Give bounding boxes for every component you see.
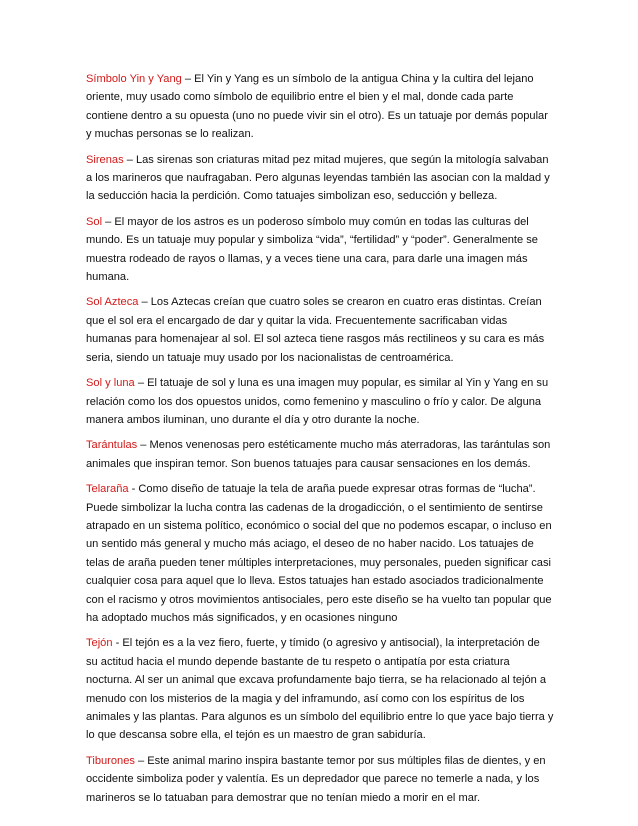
entry-separator: – [181,73,195,85]
entry-term: Tarántulas [86,439,138,452]
entry-text: El mayor de los astros es un poderoso símbolo muy común en todas las culturas del mundo. Es un tatuaje muy popular y simboliza “vida”, “fertilidad” y “poder”. Generalmente se muestra rodeado de rayos o llamas, y a veces tiene una cara, para darle una imagen más humana. [86,215,538,284]
entry-tejon [86,634,554,744]
entry-text: Como diseño de tatuaje la tela de araña puede expresar otras formas de “lucha”. Puede simbolizar la lucha contra las cadenas de la drogadicción, o el sentimiento de sentirse atrapado en un sistema político, económico o social del que no podemos escapar, o incluso en un sentido más general y mucho más aciago, el deseo de no haber nacido. Los tatuajes de telas de araña pueden tener múltiples interpretaciones, muy personales, pueden significar casi cualquier cosa para aquel que lo lleva. Estos tatuajes han estado asociados tradicionalmente con el racismo y otros movimientos antisociales, pero este diseño se ha vuelto tan popular que ha adoptado muchos más significados, y en ocasiones ninguno [86,483,552,624]
entry-separator: – [134,754,148,767]
entry-tiburones [86,752,554,807]
entry-term: Tiburones [86,754,135,767]
entry-sol-y-luna [86,374,554,429]
entry-text: El tatuaje de sol y luna es una imagen muy popular, es similar al Yin y Yang en su relación como los dos opuestos unidos, como femenino y masculino o frío y calor. De alguna manera ambos iluminan, uno durante el día y otro durante la noche. [86,377,549,426]
entry-telarana [86,480,554,627]
entry-sirenas [86,151,554,206]
entry-separator: - [128,483,139,496]
entry-text: Las sirenas son criaturas mitad pez mitad mujeres, que según la mitología salvaban a los marineros que naufragaban. Pero algunas leyendas también las asocian con la maldad y la seducción hacia la perdición. Como tatuajes simbolizan eso, seducción y belleza. [86,153,550,203]
entry-yin-yang [86,70,554,144]
entry-separator: - [112,637,123,650]
entry-separator: – [102,215,115,228]
entry-separator: – [138,296,151,309]
entry-text: Los Aztecas creían que cuatro soles se crearon en cuatro eras distintas. Creían que el sol era el encargado de dar y quitar la vida. Frecuentemente sacrificaban vidas humanas para homenajear al sol. El sol azteca tiene rasgos más rectilineos y su cara es más seria, siendo un tatuaje muy usado por los nacionalistas de centroamérica. [86,296,545,364]
entry-sol [86,213,554,287]
entry-text: Menos venenosas pero estéticamente mucho más aterradoras, las tarántulas son animales que inspiran temor. Son buenos tatuajes para causar sensaciones en los demás. [86,439,551,470]
entry-text: El tejón es a la vez fiero, fuerte, y tímido (o agresivo y antisocial), la interpretación de su actitud hacia el mundo depende bastante de tu respeto o antipatía por esta criatura nocturna. Al ser un animal que excava profundamente bajo tierra, se ha relacionado al tejón a menudo con los misterios de la magia y del inframundo, así como con los espíritus de los animales y las plantas. Para algunos es un símbolo del equilibrio entre lo que yace bajo tierra y lo que descansa sobre ella, el tejón es un maestro de gran sabiduría. [86,637,554,742]
entry-term: Sol y luna [86,377,135,390]
entry-text: Este animal marino inspira bastante temor por sus múltiples filas de dientes, y en occidente simboliza poder y valentía. Es un depredador que parece no temerle a nada, y los marineros se lo tatuaban para demostrar que no tenían miedo a morir en el mar. [86,754,546,804]
entry-text: El Yin y Yang es un símbolo de la antigua China y la cultira del lejano oriente, muy usado como símbolo de equilibrio entre el bien y el mal, donde cada parte contiene dentro a su opuesta (uno no puede vivir sin el otro). Es un tatuaje por demás popular y muchas personas se lo realizan. [86,73,548,141]
entry-term: Sol Azteca [86,296,139,309]
entry-separator: – [134,377,148,390]
entry-separator: – [137,439,150,452]
entry-term: Sirenas [86,153,124,166]
entry-term: Símbolo Yin y Yang [86,73,182,85]
entry-term: Telaraña [86,483,129,496]
entry-tarantulas [86,436,554,473]
entry-term: Sol [86,215,103,228]
entry-term: Tejón [86,637,113,650]
entry-sol-azteca [86,293,554,367]
entry-separator: – [123,153,136,166]
